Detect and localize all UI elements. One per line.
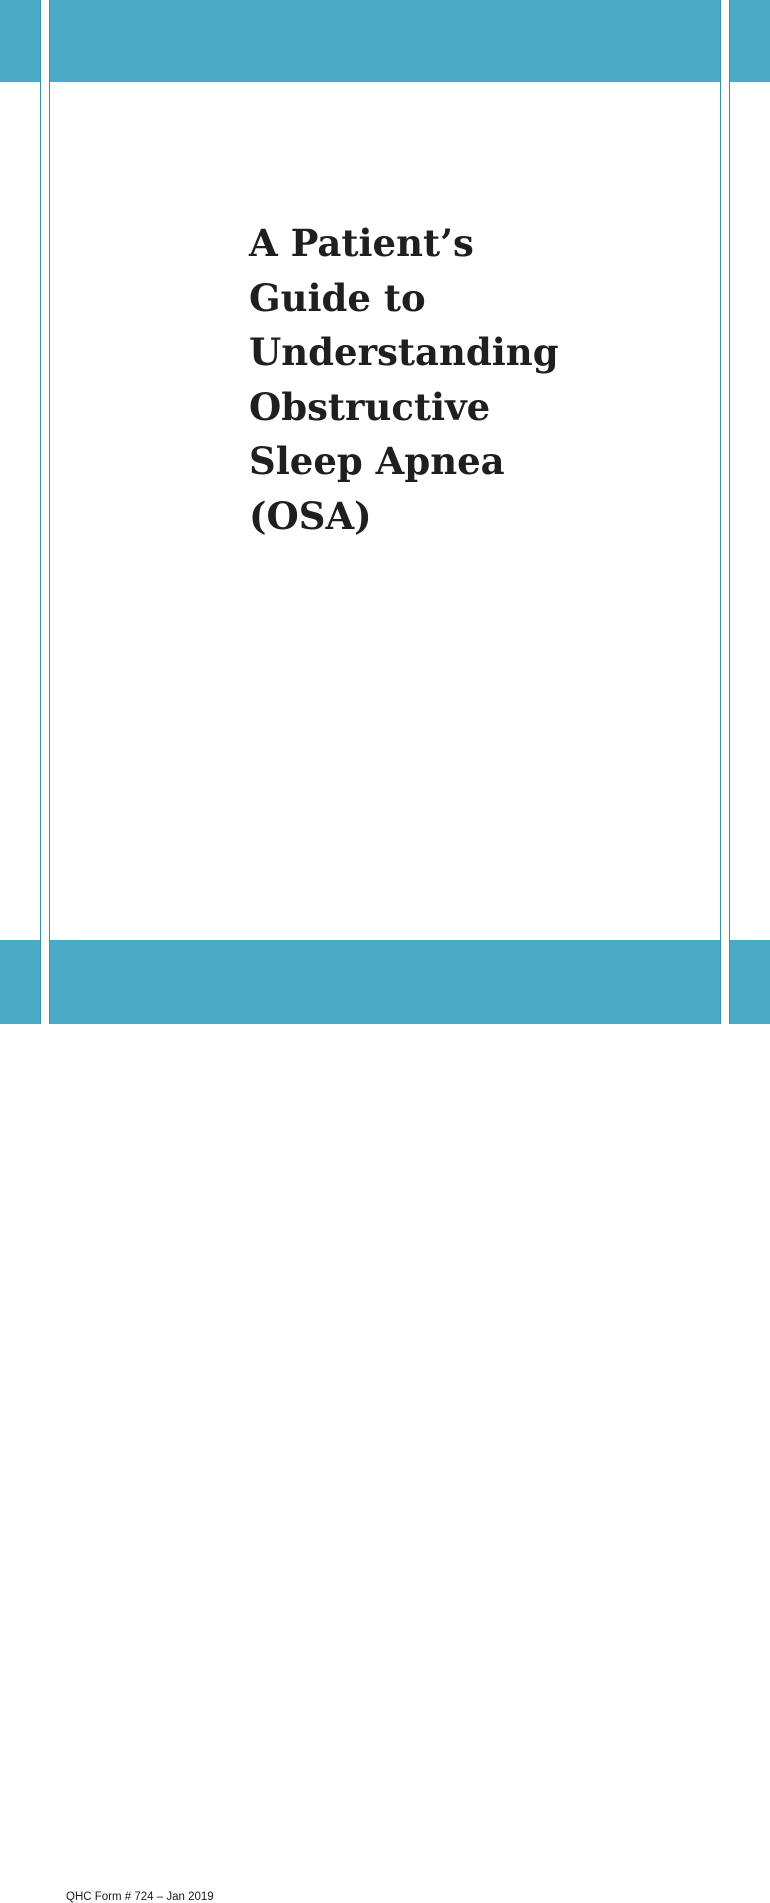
previous-page-footer-band	[0, 940, 40, 1024]
next-page-edge	[729, 0, 770, 1024]
cover-page	[49, 0, 721, 1903]
previous-page-header-band	[0, 0, 40, 82]
title-line: (OSA)	[249, 493, 372, 538]
footer-band	[50, 940, 720, 1903]
title-line: A Patient’s	[249, 221, 474, 265]
title-line: Guide to	[249, 275, 426, 320]
title-line: Sleep Apnea	[249, 439, 505, 483]
document-title	[249, 216, 689, 543]
title-line: Understanding	[249, 330, 559, 374]
next-page-header-band	[730, 0, 770, 82]
title-line: Obstructive	[249, 384, 491, 429]
header-band	[50, 0, 720, 82]
previous-page-edge	[0, 0, 41, 1024]
next-page-footer-band	[730, 940, 770, 1024]
form-code-label: QHC Form # 724 – Jan 2019	[66, 1891, 214, 1903]
